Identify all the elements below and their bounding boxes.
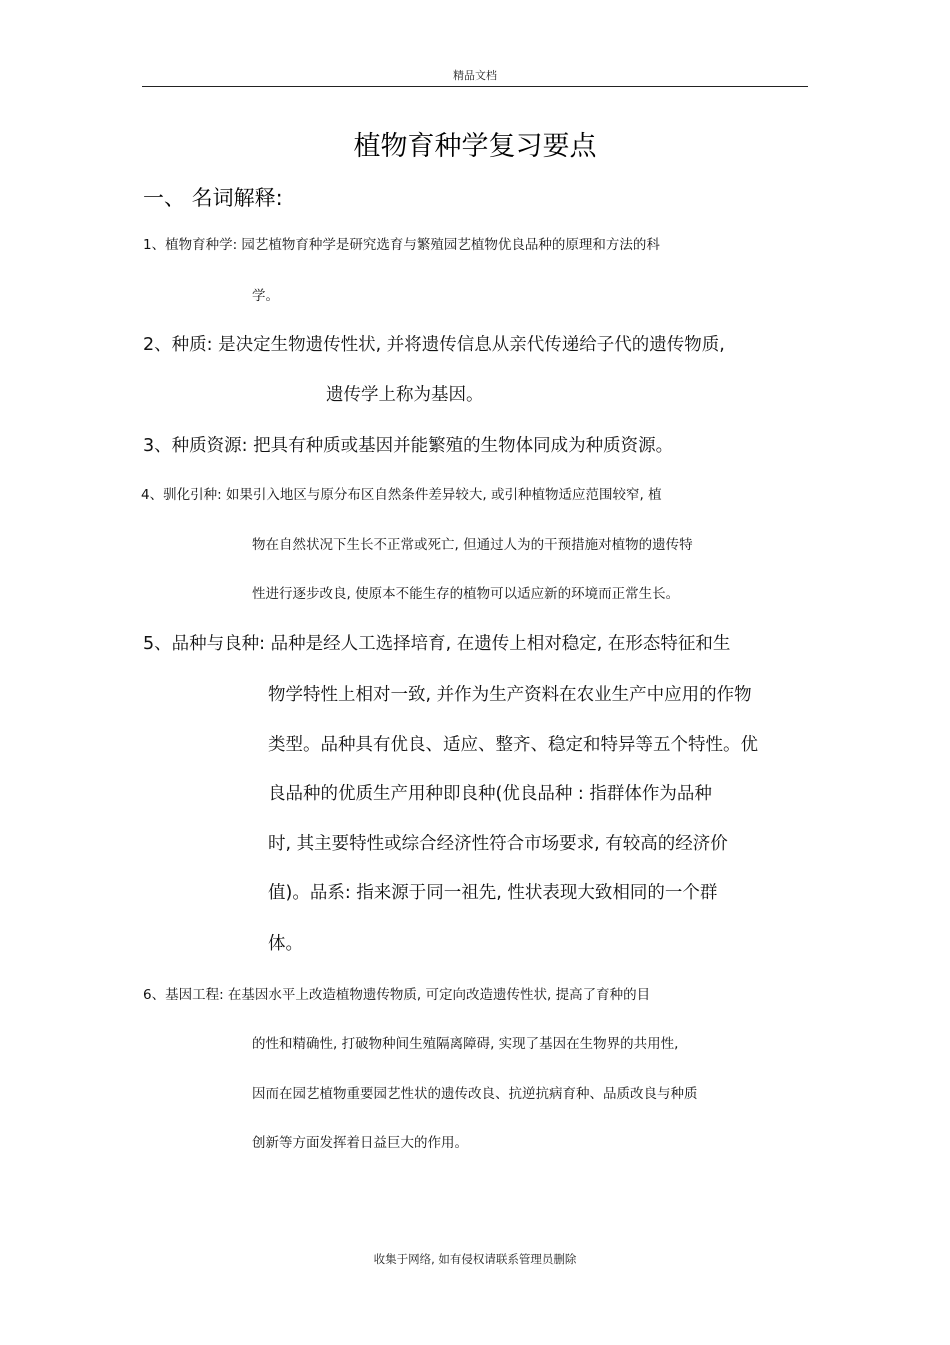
definition-4-line-2: 物在自然状况下生长不正常或死亡, 但通过人为的干预措施对植物的遗传特: [252, 537, 693, 553]
definition-6-line-4: 创新等方面发挥着日益巨大的作用。: [252, 1135, 468, 1151]
definition-2-line-2: 遗传学上称为基因。: [326, 385, 484, 405]
definition-5-line-2: 物学特性上相对一致, 并作为生产资料在农业生产中应用的作物: [268, 685, 752, 705]
definition-2-line-1: 2、种质: 是决定生物遗传性状, 并将遗传信息从亲代传递给子代的遗传物质,: [143, 335, 725, 355]
definition-1-line-2: 学。: [252, 288, 279, 304]
definition-6-line-2: 的性和精确性, 打破物种间生殖隔离障碍, 实现了基因在生物界的共用性,: [252, 1036, 679, 1052]
definition-6-line-3: 因而在园艺植物重要园艺性状的遗传改良、抗逆抗病育种、品质改良与种质: [252, 1086, 698, 1102]
header-divider: [142, 86, 808, 87]
page-header-label: 精品文档: [453, 69, 497, 82]
definition-4-line-1: 4、驯化引种: 如果引入地区与原分布区自然条件差异较大, 或引种植物适应范围较窄, 植: [141, 487, 662, 503]
definition-5-line-6: 值)。品系: 指来源于同一祖先, 性状表现大致相同的一个群: [268, 883, 718, 903]
definition-5-line-4: 良品种的优质生产用种即良种(优良品种 : 指群体作为品种: [268, 784, 712, 804]
definition-5-line-3: 类型。品种具有优良、适应、整齐、稳定和特异等五个特性。优: [268, 735, 758, 755]
definition-5-line-1: 5、品种与良种: 品种是经人工选择培育, 在遗传上相对稳定, 在形态特征和生: [143, 634, 731, 654]
section-heading: 一、 名词解释:: [143, 186, 283, 210]
definition-1-line-1: 1、植物育种学: 园艺植物育种学是研究选育与繁殖园艺植物优良品种的原理和方法的科: [143, 237, 660, 253]
definition-5-line-7: 体。: [268, 934, 303, 954]
document-title: 植物育种学复习要点: [353, 131, 597, 162]
definition-3-line-1: 3、种质资源: 把具有种质或基因并能繁殖的生物体同成为种质资源。: [143, 436, 674, 456]
page-footer: 收集于网络, 如有侵权请联系管理员删除: [373, 1252, 577, 1266]
definition-4-line-3: 性进行逐步改良, 使原本不能生存的植物可以适应新的环境而正常生长。: [252, 586, 680, 602]
definition-5-line-5: 时, 其主要特性或综合经济性符合市场要求, 有较高的经济价: [268, 834, 728, 854]
definition-6-line-1: 6、基因工程: 在基因水平上改造植物遗传物质, 可定向改造遗传性状, 提高了育种的目: [143, 987, 651, 1003]
